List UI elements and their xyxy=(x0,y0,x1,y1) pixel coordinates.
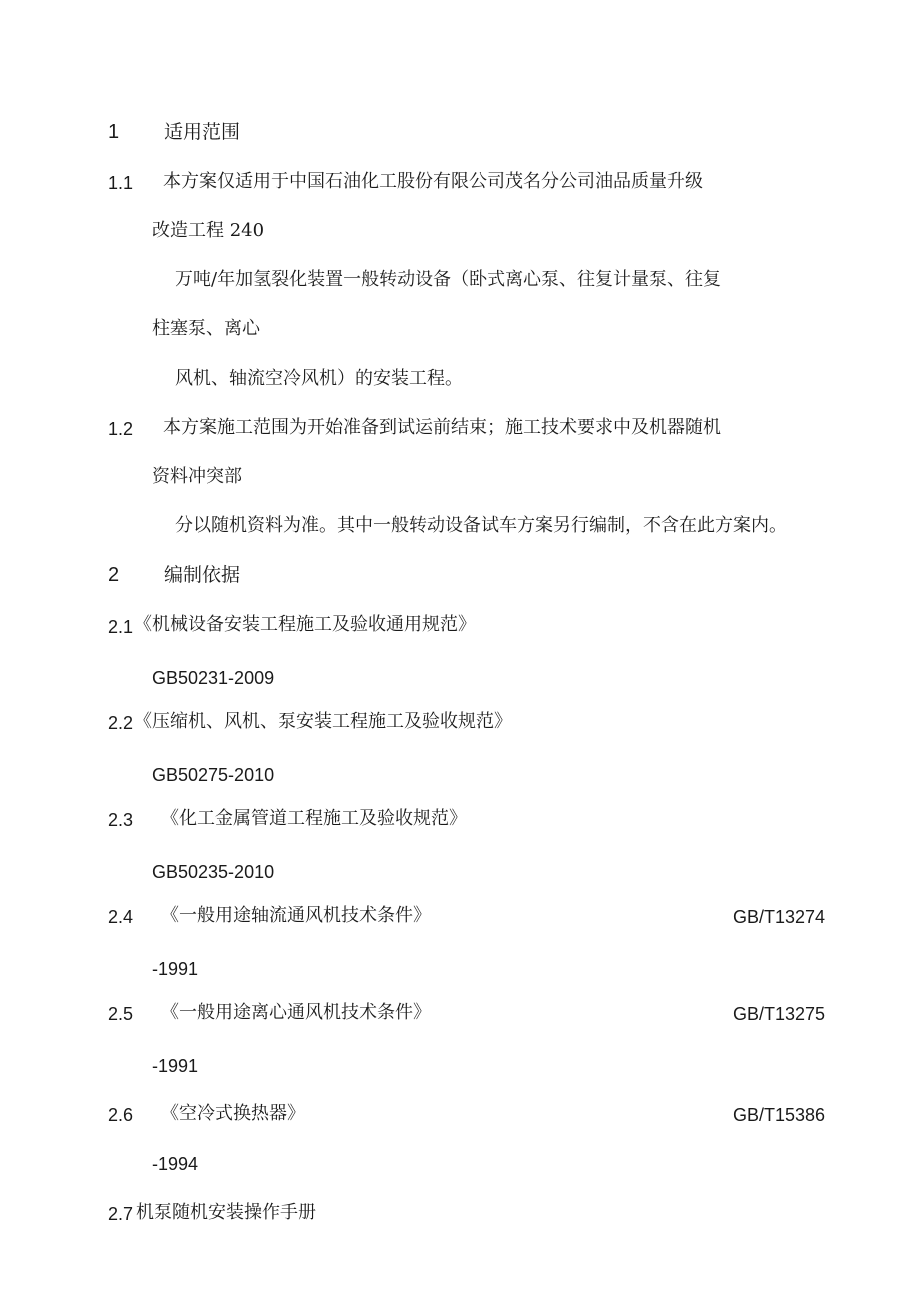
item-1-2-number: 1.2 xyxy=(108,419,134,439)
item-1-2-line-1: 本方案施工范围为开始准备到试运前结束；施工技术要求中及机器随机 xyxy=(163,417,721,438)
section-1-number: 1 xyxy=(108,121,120,143)
item-1-1-number: 1.1 xyxy=(108,173,134,193)
item-1-1-line-2: 改造工程 240 xyxy=(152,220,265,241)
item-2-2-code: GB50275-2010 xyxy=(152,765,275,785)
item-2-5-code: GB/T13275 xyxy=(732,1004,825,1024)
item-1-1-line-3: 万吨/年加氢裂化装置一般转动设备（卧式离心泵、往复计量泵、往复 xyxy=(175,269,722,290)
item-2-4-number: 2.4 xyxy=(108,907,134,927)
item-2-6-number: 2.6 xyxy=(108,1105,134,1125)
item-2-1-title: 《机械设备安装工程施工及验收通用规范》 xyxy=(134,614,476,635)
item-2-5-title: 《一般用途离心通风机技术条件》 xyxy=(161,1002,431,1023)
item-2-5-number: 2.5 xyxy=(108,1004,134,1024)
item-2-6-title: 《空冷式换热器》 xyxy=(161,1103,305,1124)
section-1-title: 适用范围 xyxy=(164,121,241,143)
item-2-4-code: GB/T13274 xyxy=(732,907,825,927)
item-2-1-number: 2.1 xyxy=(108,617,134,637)
item-2-4-year: -1991 xyxy=(152,959,199,979)
item-1-1-line-5: 风机、轴流空冷风机）的安装工程。 xyxy=(175,368,463,389)
item-2-5-year: -1991 xyxy=(152,1056,199,1076)
section-2-title: 编制依据 xyxy=(164,564,241,586)
item-2-2-title: 《压缩机、风机、泵安装工程施工及验收规范》 xyxy=(134,711,512,732)
item-1-2-line-2: 资料冲突部 xyxy=(152,466,242,487)
item-2-7-title: 机泵随机安装操作手册 xyxy=(136,1202,316,1223)
item-2-3-code: GB50235-2010 xyxy=(152,862,275,882)
item-2-6-code: GB/T15386 xyxy=(732,1105,825,1125)
item-2-1-code: GB50231-2009 xyxy=(152,668,275,688)
item-2-3-number: 2.3 xyxy=(108,810,134,830)
item-2-7-number: 2.7 xyxy=(108,1204,134,1224)
item-1-2-line-3: 分以随机资料为准。其中一般转动设备试车方案另行编制，不含在此方案内。 xyxy=(175,515,787,536)
item-2-6-year: -1994 xyxy=(152,1154,199,1174)
item-2-4-title: 《一般用途轴流通风机技术条件》 xyxy=(161,905,431,926)
item-1-1-line-4: 柱塞泵、离心 xyxy=(152,318,260,339)
item-2-2-number: 2.2 xyxy=(108,713,134,733)
section-2-number: 2 xyxy=(108,564,120,586)
item-2-3-title: 《化工金属管道工程施工及验收规范》 xyxy=(161,808,467,829)
item-1-1-line-1: 本方案仅适用于中国石油化工股份有限公司茂名分公司油品质量升级 xyxy=(163,171,703,192)
